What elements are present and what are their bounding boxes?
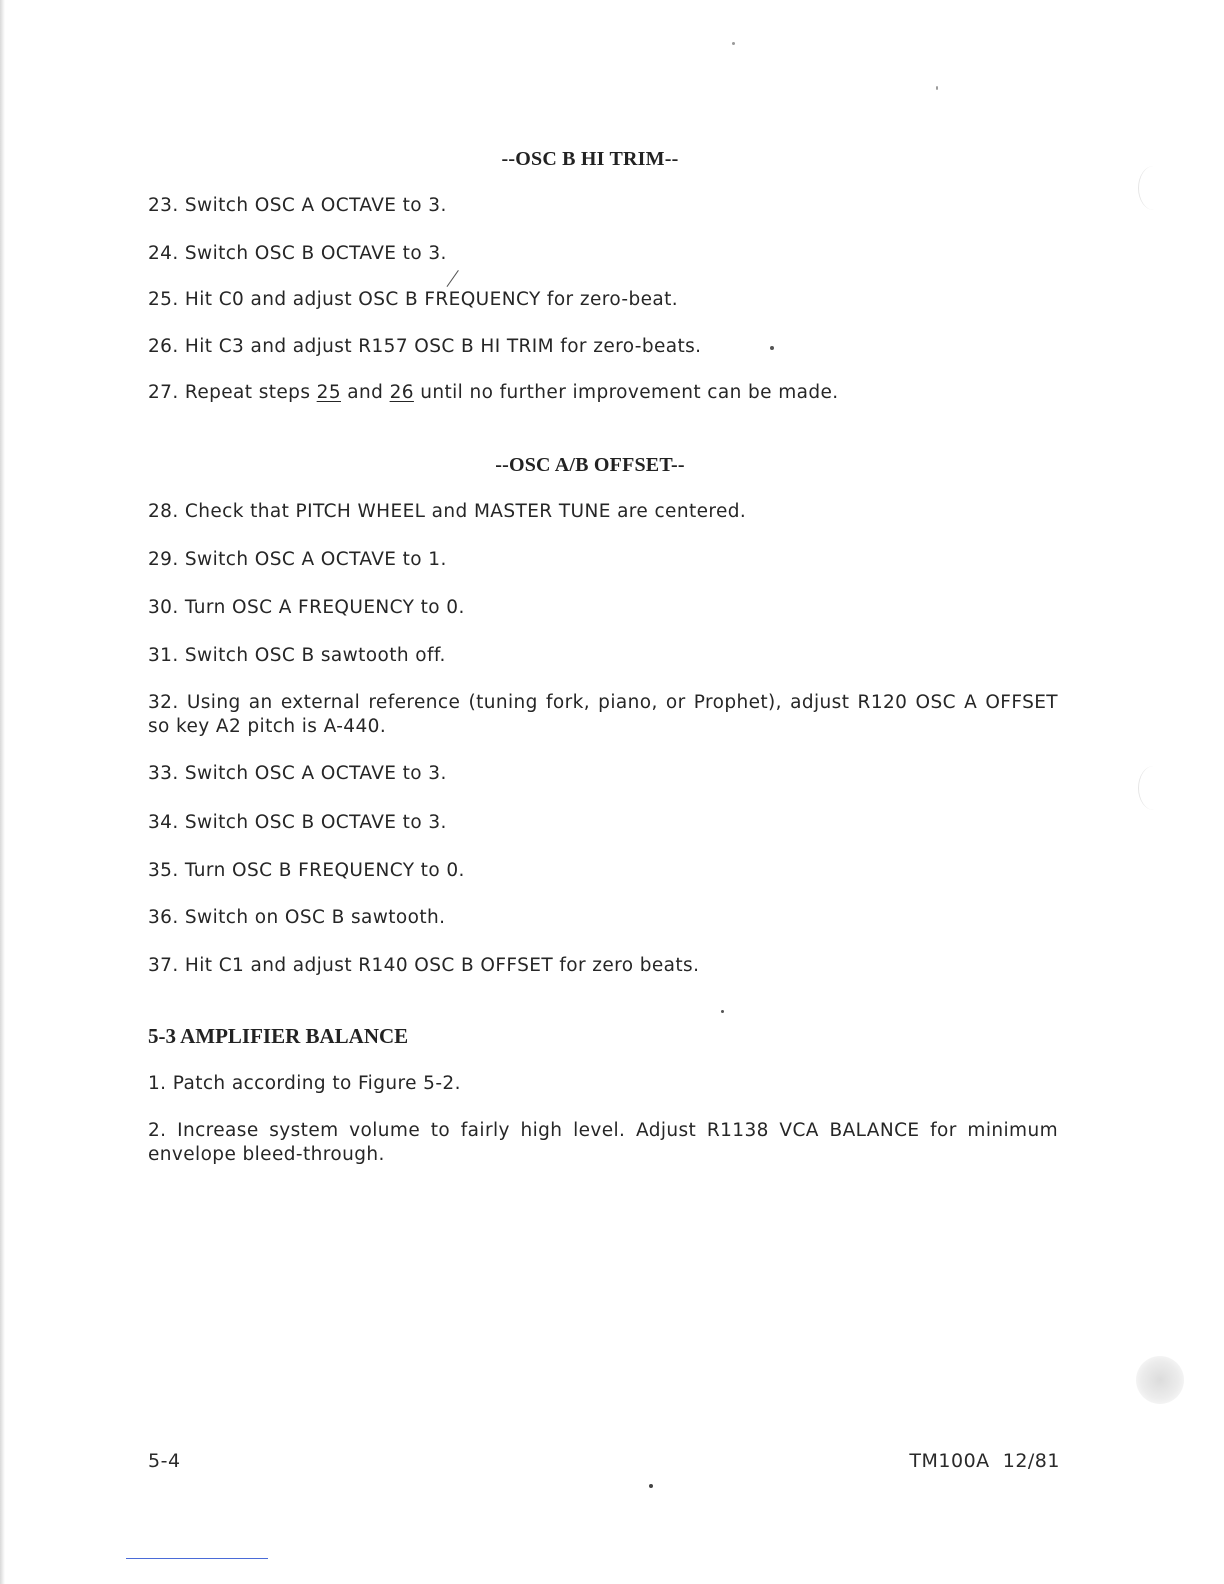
step-text: Hit C1 and adjust R140 OSC B OFFSET for zero beats. <box>184 955 700 976</box>
step-26 <box>148 335 1058 359</box>
step-text-before: Repeat steps <box>184 382 317 403</box>
step-number: 35. <box>148 860 179 881</box>
step-27 <box>148 381 1058 405</box>
step-text: Switch OSC A OCTAVE to 3. <box>184 195 447 216</box>
step-text-mid: and <box>341 382 390 403</box>
step-text: Increase system volume to fairly high level. Adjust R1138 VCA BALANCE for minimum envelope bleed-through. <box>148 1120 1059 1165</box>
step-number: 24. <box>148 243 179 264</box>
step-23 <box>148 194 1058 218</box>
document-id: TM100A 12/81 <box>909 1450 1060 1472</box>
scan-speck <box>732 42 735 45</box>
scan-edge <box>0 0 5 1584</box>
step-text: Switch OSC B OCTAVE to 3. <box>184 243 447 264</box>
page-number: 5-4 <box>148 1450 181 1472</box>
step-34 <box>148 811 1058 835</box>
step-text: Using an external reference (tuning fork, piano, or Prophet), adjust R120 OSC A OFFSET so key A2 pitch is A-440. <box>148 692 1059 737</box>
edge-line <box>126 1558 268 1559</box>
stamp-mark <box>1136 1356 1184 1404</box>
step-text: Hit C3 and adjust R157 OSC B HI TRIM for zero-beats. <box>184 336 702 357</box>
step-text: Switch OSC B sawtooth off. <box>184 645 446 666</box>
step-31 <box>148 644 1058 668</box>
step-29 <box>148 548 1058 572</box>
pen-mark <box>447 270 459 287</box>
scan-speck <box>936 86 938 90</box>
step-text: Switch OSC A OCTAVE to 1. <box>184 549 447 570</box>
step-text: Check that PITCH WHEEL and MASTER TUNE are centered. <box>184 501 747 522</box>
scan-speck <box>649 1484 653 1488</box>
margin-arc <box>1138 166 1169 210</box>
step-text: Turn OSC A FREQUENCY to 0. <box>184 597 465 618</box>
step-37 <box>148 954 1058 978</box>
step-number: 25. <box>148 289 179 310</box>
step-28 <box>148 500 1058 524</box>
step-25 <box>148 288 1058 312</box>
step-number: 34. <box>148 812 179 833</box>
scan-speck <box>770 346 774 350</box>
step-text: Patch according to Figure 5-2. <box>172 1073 461 1094</box>
step-number: 30. <box>148 597 179 618</box>
step-text: Hit C0 and adjust OSC B FREQUENCY for zero-beat. <box>184 289 679 310</box>
step-number: 36. <box>148 907 179 928</box>
step-number: 32. <box>148 692 179 713</box>
step-number: 26. <box>148 336 179 357</box>
amplifier-step-2 <box>148 1119 1058 1167</box>
step-number: 23. <box>148 195 179 216</box>
step-text: Switch OSC A OCTAVE to 3. <box>184 763 447 784</box>
step-number: 1. <box>148 1073 167 1094</box>
amplifier-step-1 <box>148 1072 1058 1096</box>
step-30 <box>148 596 1058 620</box>
step-24 <box>148 242 1058 266</box>
step-number: 37. <box>148 955 179 976</box>
step-reference-26: 26 <box>389 382 414 403</box>
step-number: 2. <box>148 1120 167 1141</box>
section-heading-osc-b-hi-trim: --OSC B HI TRIM-- <box>501 148 679 170</box>
step-reference-25: 25 <box>316 382 341 403</box>
step-number: 29. <box>148 549 179 570</box>
section-heading-osc-ab-offset: --OSC A/B OFFSET-- <box>495 454 685 476</box>
step-number: 27. <box>148 382 179 403</box>
step-number: 31. <box>148 645 179 666</box>
step-text-after: until no further improvement can be made. <box>413 382 839 403</box>
step-text: Switch OSC B OCTAVE to 3. <box>184 812 447 833</box>
step-number: 28. <box>148 501 179 522</box>
step-36 <box>148 906 1058 930</box>
step-text: Turn OSC B FREQUENCY to 0. <box>184 860 465 881</box>
step-32 <box>148 691 1058 739</box>
step-number: 33. <box>148 763 179 784</box>
subsection-heading-amplifier-balance: 5-3 AMPLIFIER BALANCE <box>148 1024 409 1048</box>
step-text: Switch on OSC B sawtooth. <box>184 907 446 928</box>
step-33 <box>148 762 1058 786</box>
margin-arc <box>1138 766 1169 810</box>
scan-speck <box>721 1010 724 1013</box>
step-35 <box>148 859 1058 883</box>
